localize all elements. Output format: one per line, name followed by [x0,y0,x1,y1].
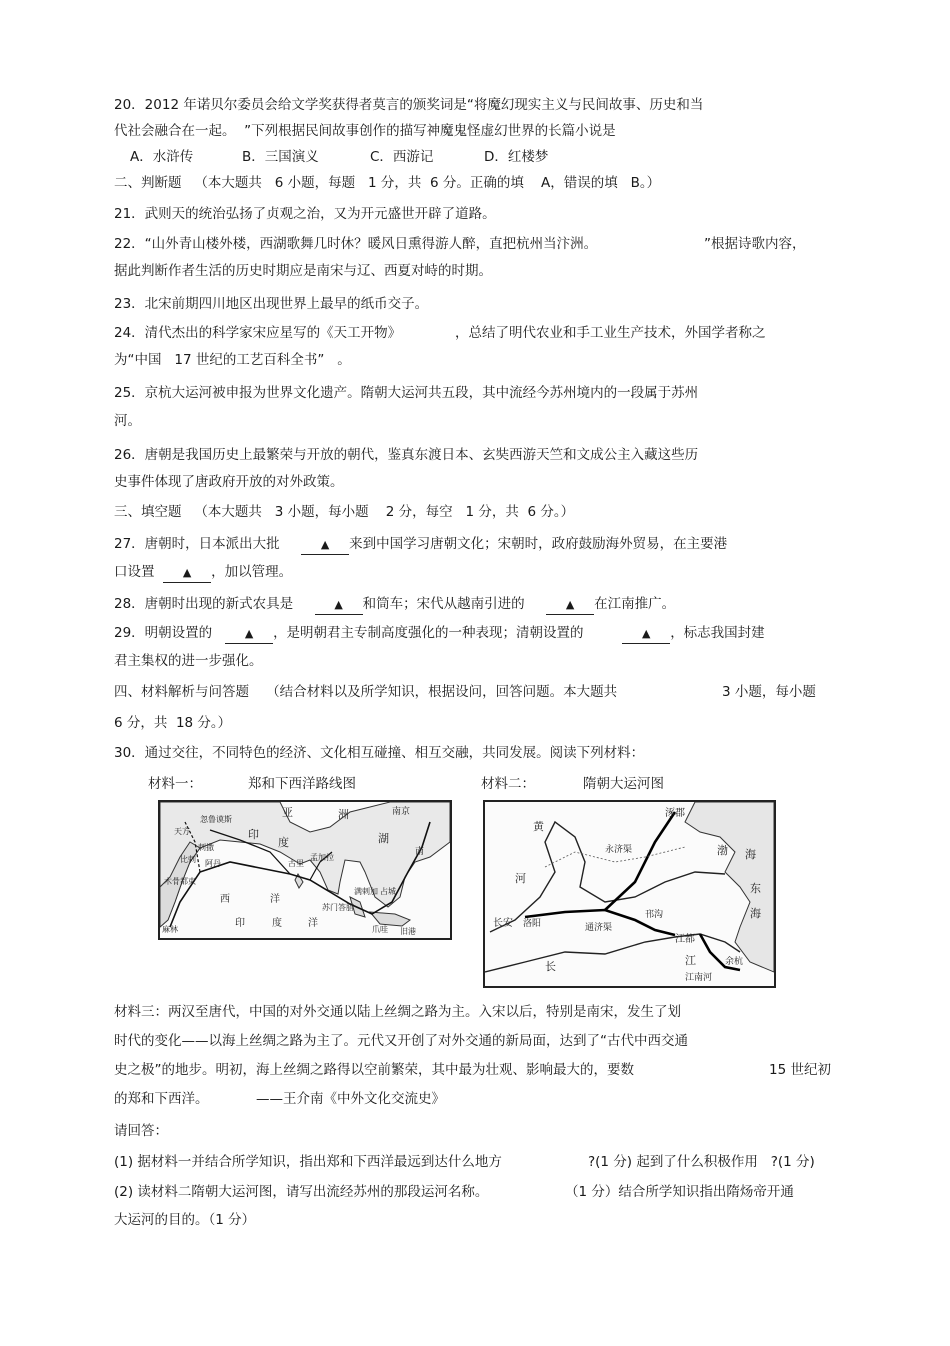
map1-label: 比剌 [180,855,196,864]
q26-line2: 史事件体现了唐政府开放的对外政策。 [114,474,344,490]
map1-label: 占城 [380,887,396,896]
map1-label: 南 [415,847,425,857]
q27-blank-2[interactable] [163,563,211,583]
section-3-note: （本大题共 3 小题，每小题 2 分，每空 1 分，共 6 分。） [194,504,575,520]
blank-triangle-icon: ▲ [244,627,254,640]
section-4-note-c: 6 分，共 18 分。） [114,715,232,731]
q29-line2: 君主集权的进一步强化。 [114,653,263,669]
map1-label: 爪哇 [372,925,388,934]
map2-label: 永济渠 [605,845,633,855]
q20-line1: 20．2012 年诺贝尔委员会给文学奖获得者莫言的颁奖词是“将魔幻现实主义与民间故事、历史和当 [114,97,704,113]
q20-option-d: D．红楼梦 [484,149,549,165]
material-3-line1: 材料三：两汉至唐代，中国的对外交通以陆上丝绸之路为主。入宋以后，特别是南宋，发生了划 [114,1004,681,1020]
blank-triangle-icon: ▲ [182,566,192,579]
material-2-title: 隋朝大运河图 [583,776,664,792]
map1-label: 湖 [378,832,389,845]
sub-question-1b: ?(1 分) 起到了什么积极作用 ?(1 分) [588,1154,815,1170]
section-3-title: 三、填空题 [114,504,182,520]
material-3-line3b: 15 世纪初 [769,1062,831,1078]
map2-label: 江都 [675,934,695,945]
map2-label: 江 [685,954,696,967]
map1-label: 旧港 [400,927,416,936]
blank-triangle-icon: ▲ [565,598,575,611]
section-4-note-a: （结合材料以及所学知识，根据设问，回答问题。本大题共 [266,684,618,700]
q28-blank-2[interactable] [546,595,594,615]
material-3-line4a: 的郑和下西洋。 [114,1091,209,1107]
map2-label: 黄 [533,820,544,833]
map1-label: 南京 [392,807,411,817]
map1-label: 刺撒 [198,843,214,852]
map1-label: 古里 [288,859,304,868]
map2-label: 涿郡 [665,808,685,819]
map1-label: 西 [220,894,230,905]
q27-line2 [114,563,292,583]
ask-heading: 请回答： [114,1123,168,1139]
q22-line1a: 22．“山外青山楼外楼，西湖歌舞几时休？暖风日熏得游人醉，直把杭州当汴洲。 [114,236,598,252]
map1-label: 满剌加 [354,887,378,896]
material-3-line3a: 史之极”的地步。明初，海上丝绸之路得以空前繁荣，其中最为壮观、影响最大的，要数 [114,1062,634,1078]
map1-label: 印 [248,828,259,841]
q29-text-b: ，是明朝君主专制高度强化的一种表现；清朝设置的 [273,625,584,641]
q27-text-a: 27．唐朝时，日本派出大批 [114,536,280,552]
sui-grand-canal-map [483,800,776,988]
map2-label: 海 [750,907,761,920]
q20-option-c: C．西游记 [370,149,434,165]
section-2-note: （本大题共 6 小题，每题 1 分，共 6 分。正确的填 A，错误的填 B。） [194,175,661,191]
map1-label: 洋 [270,894,280,905]
q28-text-c: 在江南推广。 [594,596,676,612]
blank-triangle-icon: ▲ [334,598,343,611]
section-2-title: 二、判断题 [114,175,182,191]
map2-label: 邗沟 [645,910,664,920]
blank-triangle-icon: ▲ [320,538,330,551]
q27-line1 [114,535,727,555]
q26-line1: 26．唐朝是我国历史上最繁荣与开放的朝代，鉴真东渡日本、玄奘西游天竺和文成公主入藏这些历 [114,447,699,463]
blank-triangle-icon: ▲ [641,627,651,640]
section-4-note-b: 3 小题，每小题 [722,684,816,700]
map1-label: 麻林 [162,925,178,934]
map1-label: 度 [278,836,289,849]
q29-blank-1[interactable] [225,624,273,644]
sub-question-2c: 大运河的目的。（1 分） [114,1212,256,1228]
q20-line2: 代社会融合在一起。 ”下列根据民间故事创作的描写神魔鬼怪虚幻世界的长篇小说是 [114,123,616,139]
q28-blank-1[interactable] [315,595,363,615]
q25-line2: 河。 [114,413,141,429]
q27-blank-1[interactable] [301,535,349,555]
section-3-heading [114,503,574,521]
q21: 21．武则天的统治弘扬了贞观之治，又为开元盛世开辟了道路。 [114,206,496,222]
map1-label: 阿丹 [205,859,221,868]
q24-line2: 为“中国 17 世纪的工艺百科全书” 。 [114,352,351,368]
map1-label: 亚 [282,806,293,819]
q22-line1b: ”根据诗歌内容， [704,236,806,252]
map2-label: 河 [515,872,526,885]
q24-line1b: ，总结了明代农业和手工业生产技术，外国学者称之 [455,325,766,341]
q27-text-b: 来到中国学习唐朝文化；宋朝时，政府鼓励海外贸易，在主要港 [349,536,728,552]
map1-label: 孟加拉 [310,853,334,862]
material-3-source: ——王介南《中外文化交流史》 [256,1091,445,1107]
q29-line1 [114,624,765,644]
canal-map-svg [485,802,774,986]
map2-label: 洛阳 [523,919,542,929]
sub-question-2a: (2) 读材料二隋朝大运河图，请写出流经苏州的那段运河名称。 [114,1184,489,1200]
q30-intro: 30．通过交往，不同特色的经济、文化相互碰撞、相互交融，共同发展。阅读下列材料： [114,745,645,761]
sub-question-1a: (1) 据材料一并结合所学知识，指出郑和下西洋最远到达什么地方 [114,1154,502,1170]
map2-label: 东 [750,882,761,895]
q27-text-c: 口设置 [114,564,155,580]
map1-label: 度 [272,918,282,929]
q23: 23．北宋前期四川地区出现世界上最早的纸币交子。 [114,296,429,312]
q28-text-a: 28．唐朝时出现的新式农具是 [114,596,294,612]
map1-label: 苏门答腊 [322,903,354,912]
map1-label: 木骨都束 [164,877,196,886]
map2-label: 通济渠 [585,923,613,933]
material-2-label: 材料二： [481,776,535,792]
map2-label: 余杭 [725,957,744,967]
q28-text-b: 和筒车；宋代从越南引进的 [362,596,525,612]
zhenghe-route-map [158,800,452,940]
q25-line1: 25．京杭大运河被申报为世界文化遗产。隋朝大运河共五段，其中流经今苏州境内的一段属于苏州 [114,385,699,401]
map2-label: 渤 [717,844,728,857]
q22-line2: 据此判断作者生活的历史时期应是南宋与辽、西夏对峙的时期。 [114,263,492,279]
q27-text-d: ，加以管理。 [211,564,293,580]
zhenghe-map-svg [160,802,450,938]
q29-blank-2[interactable] [622,624,670,644]
material-1-title: 郑和下西洋路线图 [248,776,356,792]
map2-label: 长 [545,960,556,973]
q29-text-a: 29．明朝设置的 [114,625,213,641]
map2-label: 海 [745,848,756,861]
section-2-heading [114,174,660,192]
section-4-title: 四、材料解析与问答题 [114,684,249,700]
map2-label: 长安 [493,918,513,929]
map1-label: 洲 [338,808,349,821]
q28-line [114,595,675,615]
section-4-heading [114,683,617,701]
map1-label: 天方 [174,827,190,836]
material-1-label: 材料一： [148,776,202,792]
q20-option-b: B．三国演义 [242,149,319,165]
map1-label: 忽鲁谟斯 [200,815,232,824]
q20-option-a: A．水浒传 [130,149,194,165]
sub-question-2b: （1 分）结合所学知识指出隋炀帝开通 [565,1184,794,1200]
map1-label: 印 [235,918,245,929]
material-3-line2: 时代的变化——以海上丝绸之路为主了。元代又开创了对外交通的新局面，达到了“古代中西交通 [114,1033,688,1049]
q24-line1a: 24．清代杰出的科学家宋应星写的《天工开物》 [114,325,402,341]
map1-label: 洋 [308,918,318,929]
q29-text-c: ，标志我国封建 [670,625,765,641]
map2-label: 江南河 [685,973,713,983]
